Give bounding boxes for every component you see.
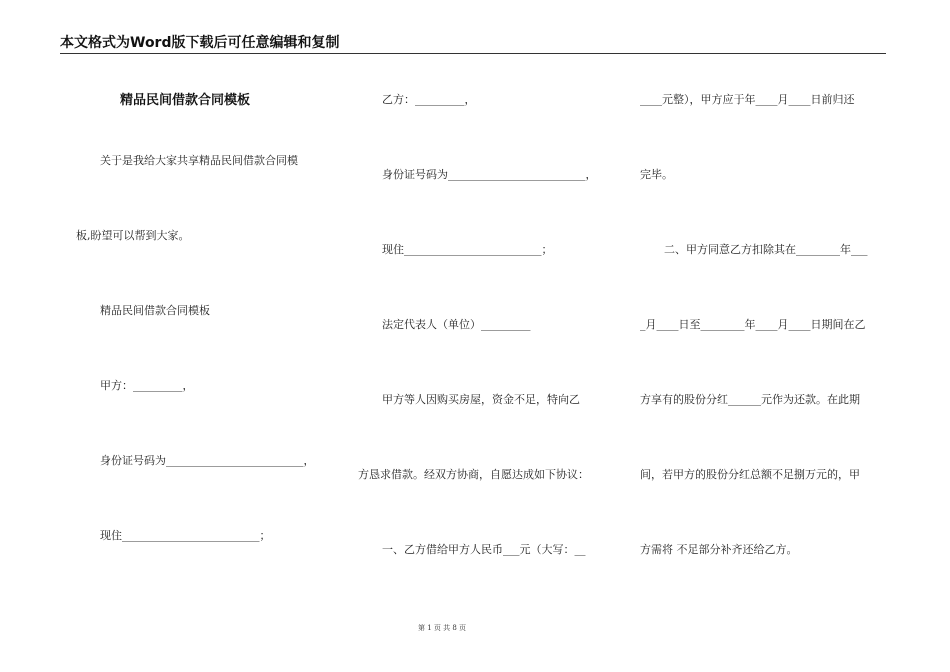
paragraph-line: 精品民间借款合同模板 [100, 304, 210, 317]
paragraph-line: 完毕。 [640, 168, 673, 181]
paragraph-line: 现住_________________________； [100, 529, 271, 542]
paragraph-line: 乙方：_________， [382, 93, 476, 106]
paragraph-line: 二、甲方同意乙方扣除其在________年___ [664, 243, 868, 256]
paragraph-line: 方恳求借款。经双方协商，自愿达成如下协议： [358, 468, 589, 481]
paragraph-line: 身份证号码为_________________________， [100, 454, 315, 467]
page-number: 第 1 页 共 8 页 [417, 624, 467, 632]
document-header: 本文格式为Word版下载后可任意编辑和复制 [60, 35, 340, 51]
paragraph-line: ____元整），甲方应于年____月____日前归还 [640, 93, 855, 106]
document-title: 精品民间借款合同模板 [120, 93, 251, 108]
paragraph-line: 方需将 不足部分补齐还给乙方。 [640, 543, 798, 556]
paragraph-line: 身份证号码为_________________________， [382, 168, 597, 181]
paragraph-line: 板,盼望可以帮到大家。 [76, 229, 190, 242]
paragraph-line: 间，若甲方的股份分红总额不足捌万元的，甲 [640, 468, 860, 481]
paragraph-line: 关于是我给大家共享精品民间借款合同模 [100, 154, 298, 167]
paragraph-line: 甲方等人因购买房屋，资金不足，特向乙 [382, 393, 580, 406]
paragraph-line: 法定代表人（单位）_________ [382, 318, 531, 331]
paragraph-line: 一、乙方借给甲方人民币___元（大写：__ [382, 543, 586, 556]
paragraph-line: _月____日至________年____月____日期间在乙 [640, 318, 866, 331]
paragraph-line: 现住_________________________； [382, 243, 553, 256]
header-divider [60, 53, 886, 54]
paragraph-line: 方享有的股份分红______元作为还款。在此期 [640, 393, 860, 406]
paragraph-line: 甲方：_________， [100, 379, 194, 392]
